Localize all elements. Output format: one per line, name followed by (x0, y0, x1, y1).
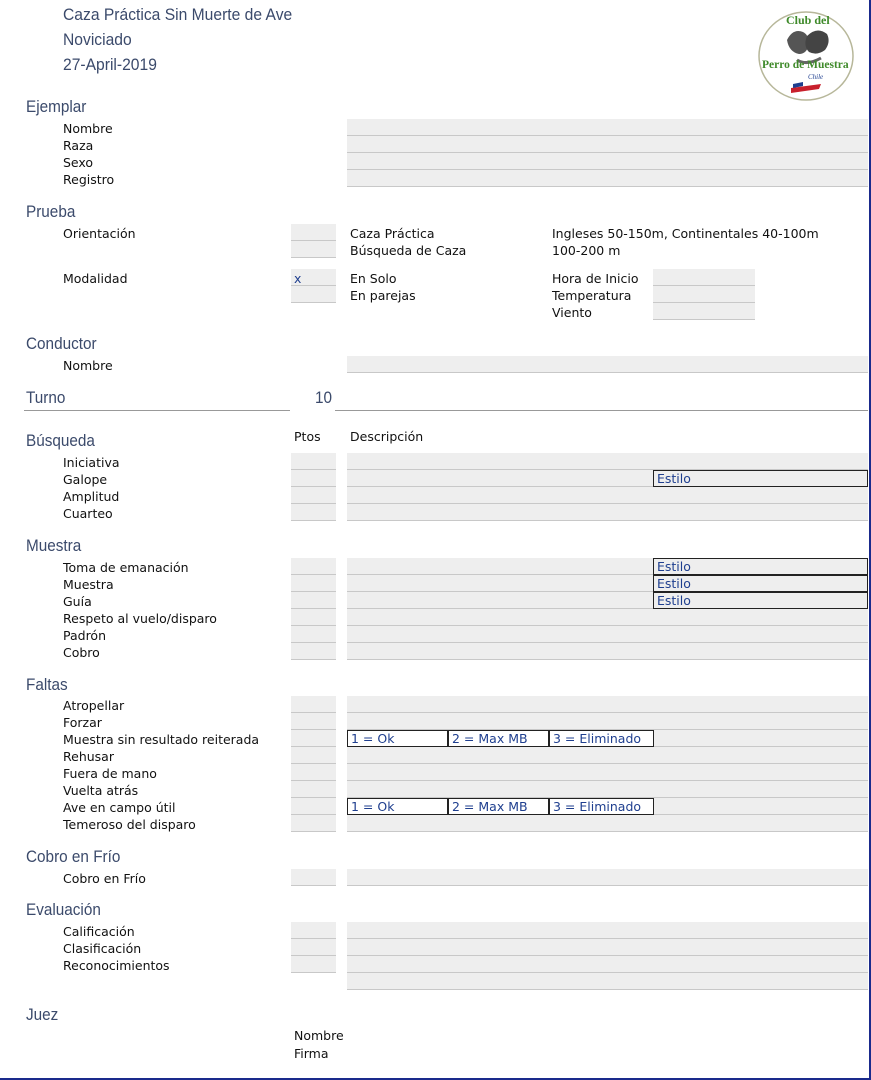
ptos-muestra-sin-resultado[interactable] (291, 730, 336, 747)
turno-line-left (24, 410, 290, 411)
label-vuelta-atras: Vuelta atrás (63, 783, 139, 798)
field-temperatura[interactable] (653, 286, 755, 303)
ptos-muestra[interactable] (291, 575, 336, 592)
field-registro[interactable] (347, 170, 868, 187)
label-ave-campo-util: Ave en campo útil (63, 800, 176, 815)
scale-eliminado-1: 3 = Eliminado (549, 730, 654, 747)
scale-maxmb-2: 2 = Max MB (448, 798, 549, 815)
ptos-guia[interactable] (291, 592, 336, 609)
label-iniciativa: Iniciativa (63, 455, 120, 470)
option-en-solo: En Solo (350, 271, 397, 286)
label-juez-firma: Firma (294, 1046, 329, 1061)
scale-maxmb-1: 2 = Max MB (448, 730, 549, 747)
desc-forzar[interactable] (347, 713, 868, 730)
section-juez: Juez (26, 1005, 59, 1024)
section-conductor: Conductor (26, 334, 97, 353)
desc-iniciativa[interactable] (347, 453, 868, 470)
field-hora-inicio[interactable] (653, 269, 755, 286)
label-cobro: Cobro (63, 645, 100, 660)
ptos-cobro[interactable] (291, 643, 336, 660)
ptos-calificacion[interactable] (291, 922, 336, 939)
desc-amplitud[interactable] (347, 487, 868, 504)
desc-guia[interactable] (347, 592, 653, 609)
label-orientacion: Orientación (63, 226, 136, 241)
section-evaluacion: Evaluación (26, 900, 101, 919)
scale-ok-2: 1 = Ok (347, 798, 448, 815)
ptos-vuelta-atras[interactable] (291, 781, 336, 798)
estilo-toma-emanacion[interactable]: Estilo (653, 558, 868, 575)
section-busqueda: Búsqueda (26, 431, 95, 450)
label-viento: Viento (552, 305, 592, 320)
ptos-fuera-de-mano[interactable] (291, 764, 336, 781)
field-viento[interactable] (653, 303, 755, 320)
field-raza[interactable] (347, 136, 868, 153)
section-ejemplar: Ejemplar (26, 97, 87, 116)
label-nombre: Nombre (63, 121, 113, 136)
ptos-toma-emanacion[interactable] (291, 558, 336, 575)
col-descripcion: Descripción (350, 429, 424, 444)
label-hora-inicio: Hora de Inicio (552, 271, 639, 286)
field-nombre[interactable] (347, 119, 868, 136)
label-turno: Turno (26, 388, 66, 407)
desc-rehusar[interactable] (347, 747, 868, 764)
label-amplitud: Amplitud (63, 489, 120, 504)
desc-fuera-de-mano[interactable] (347, 764, 868, 781)
estilo-galope[interactable]: Estilo (653, 470, 868, 487)
label-modalidad: Modalidad (63, 271, 128, 286)
ptos-iniciativa[interactable] (291, 453, 336, 470)
distance-caza-practica: Ingleses 50-150m, Continentales 40-100m (552, 226, 819, 241)
distance-busqueda-caza: 100-200 m (552, 243, 621, 258)
scale-eliminado-2: 3 = Eliminado (549, 798, 654, 815)
modalidad-mark: x (294, 271, 302, 286)
section-prueba: Prueba (26, 202, 76, 221)
page-title: Caza Práctica Sin Muerte de Ave (63, 5, 293, 24)
estilo-muestra[interactable]: Estilo (653, 575, 868, 592)
label-muestra: Muestra (63, 577, 114, 592)
desc-galope[interactable] (347, 470, 653, 487)
event-date: 27-April-2019 (63, 55, 157, 74)
label-forzar: Forzar (63, 715, 102, 730)
scale-ok-1: 1 = Ok (347, 730, 448, 747)
turno-line-right (335, 410, 868, 411)
desc-respeto-vuelo[interactable] (347, 609, 868, 626)
desc-temeroso-disparo[interactable] (347, 815, 868, 832)
ptos-clasificacion[interactable] (291, 939, 336, 956)
ptos-respeto-vuelo[interactable] (291, 609, 336, 626)
option-busqueda-caza: Búsqueda de Caza (350, 243, 467, 258)
field-modalidad-parejas[interactable] (291, 286, 336, 303)
col-ptos: Ptos (294, 429, 321, 444)
field-orientacion-1[interactable] (291, 224, 336, 241)
desc-cuarteo[interactable] (347, 504, 868, 521)
label-padron: Padrón (63, 628, 107, 643)
logo-text-top: Club del (786, 13, 830, 27)
section-muestra: Muestra (26, 536, 82, 555)
section-cobro-frio: Cobro en Frío (26, 847, 121, 866)
desc-padron[interactable] (347, 626, 868, 643)
desc-calificacion[interactable] (347, 922, 868, 939)
label-temeroso-disparo: Temeroso del disparo (63, 817, 196, 832)
logo-text-bottom: Perro de Muestra (762, 59, 849, 71)
label-conductor-nombre: Nombre (63, 358, 113, 373)
label-atropellar: Atropellar (63, 698, 125, 713)
label-raza: Raza (63, 138, 94, 153)
field-sexo[interactable] (347, 153, 868, 170)
desc-clasificacion[interactable] (347, 939, 868, 956)
field-conductor-nombre[interactable] (347, 356, 868, 373)
label-toma-emanacion: Toma de emanación (63, 560, 189, 575)
section-faltas: Faltas (26, 675, 68, 694)
desc-toma-emanacion[interactable] (347, 558, 653, 575)
ptos-cuarteo[interactable] (291, 504, 336, 521)
label-clasificacion: Clasificación (63, 941, 142, 956)
desc-ave-campo-util[interactable] (653, 798, 868, 815)
label-guia: Guía (63, 594, 92, 609)
ptos-galope[interactable] (291, 470, 336, 487)
label-reconocimientos: Reconocimientos (63, 958, 170, 973)
desc-cobro-frio[interactable] (347, 869, 868, 886)
ptos-cobro-frio[interactable] (291, 869, 336, 886)
label-muestra-sin-resultado: Muestra sin resultado reiterada (63, 732, 260, 747)
ptos-reconocimientos[interactable] (291, 956, 336, 973)
field-orientacion-2[interactable] (291, 241, 336, 258)
desc-muestra-sin-resultado[interactable] (653, 730, 868, 747)
ptos-padron[interactable] (291, 626, 336, 643)
option-caza-practica: Caza Práctica (350, 226, 435, 241)
category: Noviciado (63, 30, 132, 49)
estilo-guia[interactable]: Estilo (653, 592, 868, 609)
ptos-forzar[interactable] (291, 713, 336, 730)
label-cuarteo: Cuarteo (63, 506, 113, 521)
label-juez-nombre: Nombre (294, 1028, 344, 1043)
ptos-amplitud[interactable] (291, 487, 336, 504)
desc-atropellar[interactable] (347, 696, 868, 713)
desc-cobro[interactable] (347, 643, 868, 660)
desc-reconocimientos[interactable] (347, 956, 868, 973)
label-sexo: Sexo (63, 155, 94, 170)
label-registro: Registro (63, 172, 115, 187)
desc-vuelta-atras[interactable] (347, 781, 868, 798)
desc-muestra[interactable] (347, 575, 653, 592)
label-galope: Galope (63, 472, 108, 487)
desc-reconocimientos-extra[interactable] (347, 973, 868, 990)
ptos-ave-campo-util[interactable] (291, 798, 336, 815)
option-en-parejas: En parejas (350, 288, 416, 303)
ptos-rehusar[interactable] (291, 747, 336, 764)
label-fuera-de-mano: Fuera de mano (63, 766, 157, 781)
label-calificacion: Calificación (63, 924, 135, 939)
label-rehusar: Rehusar (63, 749, 114, 764)
turno-value: 10 (315, 388, 333, 407)
label-temperatura: Temperatura (552, 288, 632, 303)
ptos-atropellar[interactable] (291, 696, 336, 713)
label-cobro-frio: Cobro en Frío (63, 871, 146, 886)
label-respeto-vuelo: Respeto al vuelo/disparo (63, 611, 217, 626)
logo-text-country: Chile (808, 73, 824, 81)
ptos-temeroso-disparo[interactable] (291, 815, 336, 832)
